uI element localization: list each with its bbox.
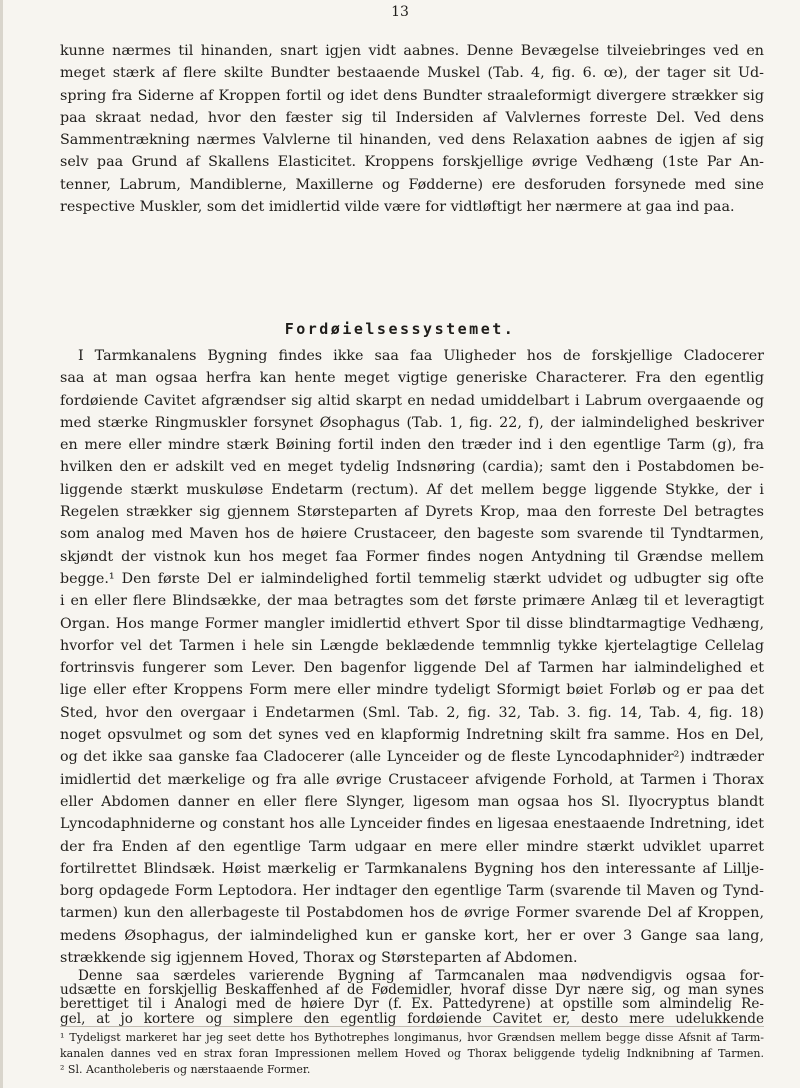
text-line: med stærke Ringmuskler forsynet Øsophagus (Tab. 1, fig. 22, f), der ialmindelighed beskriver xyxy=(60,414,764,431)
footnote-line: ² Sl. Acantholeberis og nærstaaende Former. xyxy=(60,1063,311,1076)
text-line: Denne saa særdeles varierende Bygning af Tarmcanalen maa nødvendigvis ogsaa for- xyxy=(78,968,764,984)
paragraph-digestive-system xyxy=(60,345,764,969)
text-line: Organ. Hos mange Former mangler imidlertid ethvert Spor til disse blindtarmagtige Vedhæng, xyxy=(60,615,764,632)
text-line: tenner, Labrum, Mandiblerne, Maxillerne og Fødderne) ere desforuden forsynede med sine xyxy=(60,176,764,193)
text-line: begge.¹ Den første Del er ialmindelighed fortil temmelig stærkt udvidet og udbugter sig ofte xyxy=(60,570,764,587)
text-line: Lyncodaphniderne og constant hos alle Lynceider findes en ligesaa enestaaende Indretning, idet xyxy=(60,816,764,833)
text-line: udsætte en forskjellig Beskaffenhed af de Fødemidler, hvoraf disse Dyr nære sig, og man synes xyxy=(60,982,764,999)
text-line: saa at man ogsaa herfra kan hente meget vigtige generiske Characterer. Fra den egentlig xyxy=(60,370,764,387)
text-line: noget opsvulmet og som det synes ved en klapformig Indretning skilt fra samme. Hos en Del, xyxy=(60,727,764,744)
text-line: fordøiende Cavitet afgrændser sig altid skarpt en nedad umiddelbart i Labrum overgaaende og xyxy=(60,392,764,409)
section-heading: Fordøielsessystemet. xyxy=(284,320,516,338)
text-line: spring fra Siderne af Kroppen fortil og idet dens Bundter straaleformigt divergere strækker sig xyxy=(60,87,764,104)
scan-edge xyxy=(0,0,3,1088)
text-line: paa skraat nedad, hvor den fæster sig til Indersiden af Valvlernes forreste Del. Ved dens xyxy=(60,109,764,126)
text-line: strækkende sig igjennem Hoved, Thorax og Størsteparten af Abdomen. xyxy=(60,950,578,967)
text-line: gel, at jo kortere og simplere den egentlig fordøiende Cavitet er, desto mere udelukkende xyxy=(60,1010,764,1027)
text-line: fortilrettet Blindsæk. Høist mærkelig er Tarmkanalens Bygning hos den interessante af Lillje- xyxy=(60,860,764,877)
text-line: respective Muskler, som det imidlertid vilde være for vidtløftigt her nærmere at gaa ind paa. xyxy=(60,199,735,216)
text-line: borg opdagede Form Leptodora. Her indtager den egentlige Tarm (svarende til Maven og Tynd- xyxy=(60,883,764,900)
text-line: kunne nærmes til hinanden, snart igjen vidt aabnes. Denne Bevægelse tilveiebringes ved en xyxy=(60,43,764,59)
text-line: tarmen) kun den allerbageste til Postabdomen hos de øvrige Former svarende Del af Kroppen, xyxy=(60,905,764,922)
paragraph-muscles xyxy=(60,40,764,218)
text-line: lige eller efter Kroppens Form mere eller mindre tydeligt Sformigt bøiet Forløb og er paa det xyxy=(60,682,764,699)
text-line: liggende stærkt muskuløse Endetarm (rectum). Af det mellem begge liggende Stykke, der i xyxy=(60,481,764,498)
text-line: hvorfor vel det Tarmen i hele sin Længde beklædende temmnlig tykke kjertelagtige Cellelag xyxy=(60,637,764,654)
text-line: selv paa Grund af Skallens Elasticitet. Kroppens forskjellige øvrige Vedhæng (1ste Par An- xyxy=(60,154,764,171)
text-line: eller Abdomen danner en eller flere Slynger, ligesom man ogsaa hos Sl. Ilyocryptus blandt xyxy=(60,793,764,810)
text-line: berettiget til i Analogi med de høiere Dyr (f. Ex. Pattedyrene) at opstille som almindelig Re- xyxy=(60,996,764,1013)
text-line: hvilken den er adskilt ved en meget tydelig Indsnøring (cardia); samt den i Postabdomen be- xyxy=(60,459,764,476)
text-line: Sted, hvor den overgaar i Endetarmen (Sml. Tab. 2, fig. 32, Tab. 3. fig. 14, Tab. 4, fig. 18) xyxy=(60,704,764,721)
text-line: i en eller flere Blindsække, der maa betragtes som det første primære Anlæg til et leveragtigt xyxy=(60,593,764,610)
footnotes xyxy=(60,1030,764,1078)
text-line: medens Øsophagus, der ialmindelighed kun er ganske kort, her er over 3 Gange saa lang, xyxy=(60,927,764,944)
text-line: som analog med Maven hos de høiere Crustaceer, den bageste som svarende til Tyndtarmen, xyxy=(60,526,764,543)
text-line: I Tarmkanalens Bygning findes ikke saa faa Uligheder hos de forskjellige Cladocerer xyxy=(78,348,764,364)
paragraph-food xyxy=(60,969,764,1026)
text-line: Sammentrækning nærmes Valvlerne til hinanden, ved dens Relaxation aabnes de igjen af sig xyxy=(60,132,764,149)
footnote-line: kanalen dannes ved en strax foran Impressionen mellem Hoved og Thorax beliggende tydelig Indknibning af Tarmen. xyxy=(60,1047,764,1060)
text-line: en mere eller mindre stærk Bøining fortil inden den træder ind i den egentlige Tarm (g), fra xyxy=(60,437,764,454)
footnote-line: ¹ Tydeligst markeret har jeg seet dette hos Bythotrephes longimanus, hvor Grændsen mellem begge disse Afsnit af Tarm- xyxy=(60,1031,764,1044)
text-line: fortrinsvis fungerer som Lever. Den bagenfor liggende Del af Tarmen har ialmindelighed et xyxy=(60,660,764,677)
footnote-rule xyxy=(60,1026,764,1027)
text-line: og det ikke saa ganske faa Cladocerer (alle Lynceider og de fleste Lyncodaphnider²) indtræder xyxy=(60,749,764,766)
text-line: skjøndt der vistnok kun hos meget faa Former findes nogen Antydning til Grændse mellem xyxy=(60,548,764,565)
text-line: imidlertid det mærkelige og fra alle øvrige Crustaceer afvigende Forhold, at Tarmen i Thorax xyxy=(60,771,764,788)
text-line: meget stærk af flere skilte Bundter bestaaende Muskel (Tab. 4, fig. 6. œ), der tager sit Ud- xyxy=(60,65,764,82)
text-line: der fra Enden af den egentlige Tarm udgaar en mere eller mindre stærkt udviklet uparret xyxy=(60,838,764,855)
page-number: 13 xyxy=(391,4,409,20)
text-line: Regelen strækker sig gjennem Størsteparten af Dyrets Krop, maa den forreste Del betragtes xyxy=(60,504,764,521)
